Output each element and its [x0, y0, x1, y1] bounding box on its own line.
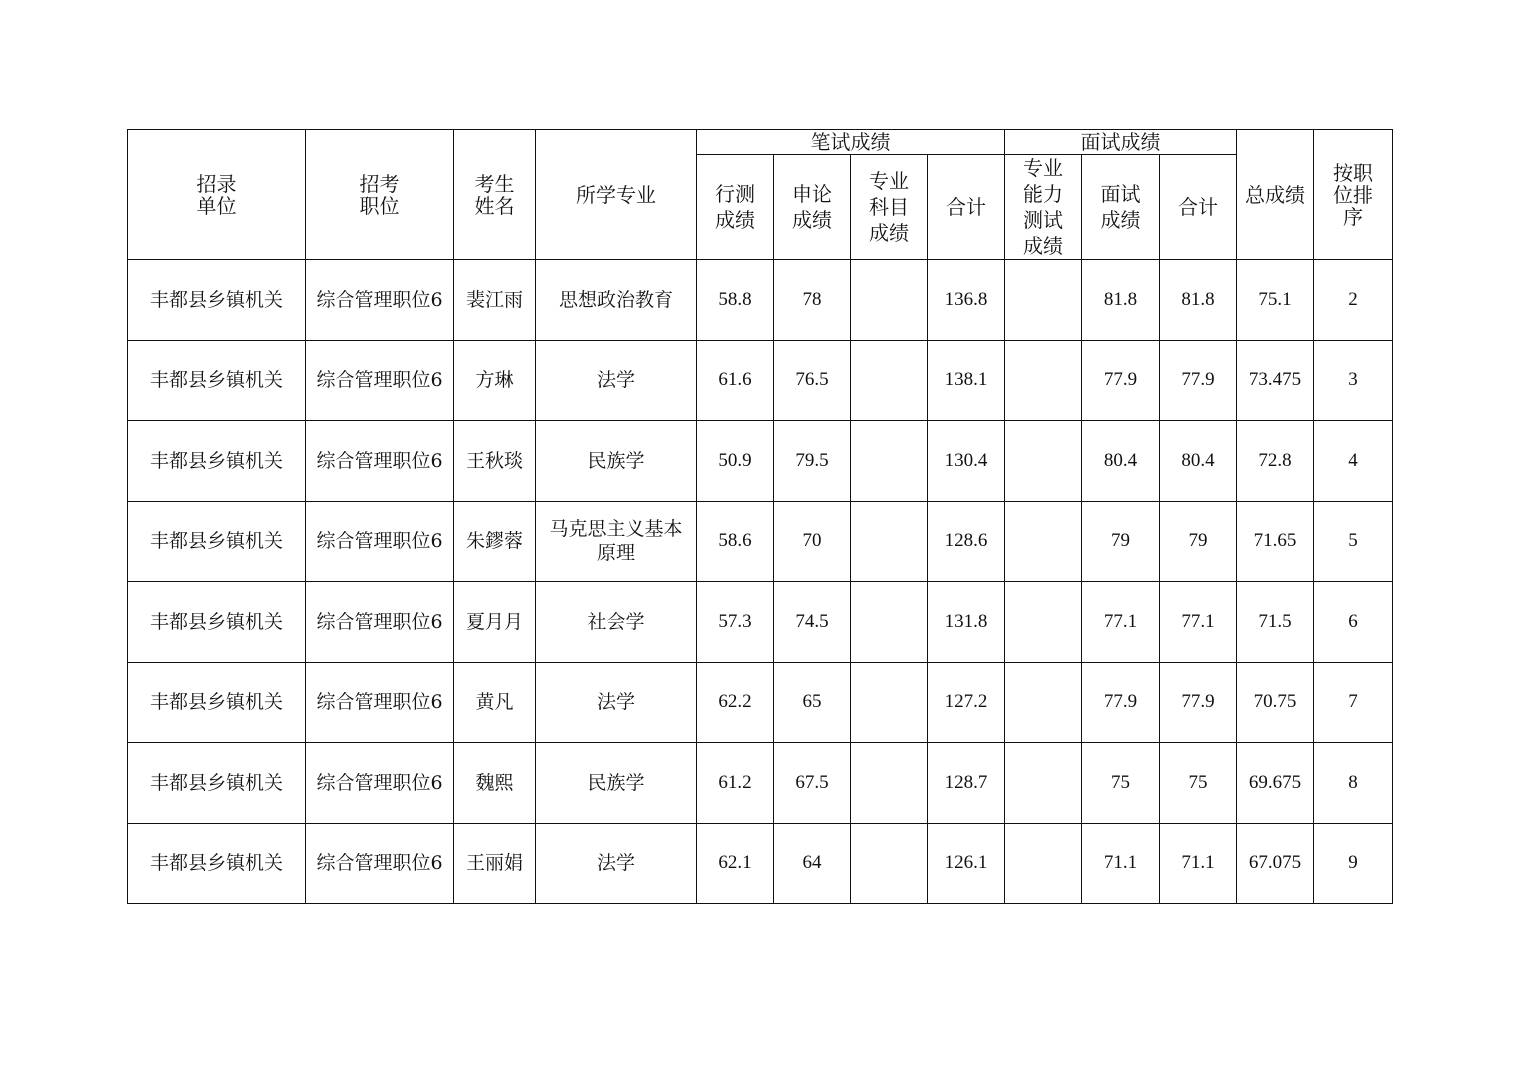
cell-interview: 79 — [1082, 501, 1160, 582]
header-interview-total: 合计 — [1160, 155, 1237, 260]
cell-major: 法学 — [536, 662, 697, 743]
cell-shenlun: 64 — [774, 823, 851, 904]
cell-subject — [851, 662, 928, 743]
cell-unit: 丰都县乡镇机关 — [128, 260, 306, 341]
header-written-group: 笔试成绩 — [697, 130, 1005, 155]
cell-total: 71.5 — [1237, 582, 1314, 663]
cell-shenlun: 70 — [774, 501, 851, 582]
cell-rank: 6 — [1314, 582, 1393, 663]
cell-name: 王秋琰 — [454, 421, 536, 502]
cell-interview: 75 — [1082, 743, 1160, 824]
header-position: 招考 职位 — [306, 130, 454, 260]
cell-subject — [851, 340, 928, 421]
cell-total: 69.675 — [1237, 743, 1314, 824]
cell-subject — [851, 260, 928, 341]
cell-rank: 5 — [1314, 501, 1393, 582]
cell-written-total: 126.1 — [928, 823, 1005, 904]
table-row — [128, 421, 1393, 502]
cell-written-total: 127.2 — [928, 662, 1005, 743]
cell-interview-total: 80.4 — [1160, 421, 1237, 502]
cell-written-total: 128.6 — [928, 501, 1005, 582]
cell-position: 综合管理职位6 — [306, 260, 454, 341]
cell-unit: 丰都县乡镇机关 — [128, 501, 306, 582]
cell-name: 裴江雨 — [454, 260, 536, 341]
score-table — [127, 129, 1393, 904]
cell-interview-total: 71.1 — [1160, 823, 1237, 904]
cell-written-total: 130.4 — [928, 421, 1005, 502]
cell-xingce: 50.9 — [697, 421, 774, 502]
cell-ability — [1005, 662, 1082, 743]
cell-unit: 丰都县乡镇机关 — [128, 662, 306, 743]
cell-interview: 77.9 — [1082, 662, 1160, 743]
cell-interview-total: 77.1 — [1160, 582, 1237, 663]
cell-ability — [1005, 823, 1082, 904]
cell-major: 民族学 — [536, 743, 697, 824]
cell-name: 魏熙 — [454, 743, 536, 824]
header-xingce: 行测 成绩 — [697, 155, 774, 260]
cell-position: 综合管理职位6 — [306, 582, 454, 663]
cell-written-total: 128.7 — [928, 743, 1005, 824]
cell-written-total: 131.8 — [928, 582, 1005, 663]
cell-interview-total: 77.9 — [1160, 662, 1237, 743]
cell-unit: 丰都县乡镇机关 — [128, 743, 306, 824]
cell-ability — [1005, 743, 1082, 824]
cell-position: 综合管理职位6 — [306, 823, 454, 904]
cell-position: 综合管理职位6 — [306, 421, 454, 502]
table-row — [128, 260, 1393, 341]
cell-interview: 77.1 — [1082, 582, 1160, 663]
cell-total: 71.65 — [1237, 501, 1314, 582]
cell-interview-total: 77.9 — [1160, 340, 1237, 421]
cell-unit: 丰都县乡镇机关 — [128, 340, 306, 421]
cell-shenlun: 65 — [774, 662, 851, 743]
cell-name: 黄凡 — [454, 662, 536, 743]
table-row — [128, 582, 1393, 663]
header-shenlun: 申论 成绩 — [774, 155, 851, 260]
table-row — [128, 501, 1393, 582]
cell-subject — [851, 743, 928, 824]
cell-rank: 7 — [1314, 662, 1393, 743]
cell-name: 朱鏐蓉 — [454, 501, 536, 582]
cell-unit: 丰都县乡镇机关 — [128, 582, 306, 663]
cell-ability — [1005, 340, 1082, 421]
cell-total: 75.1 — [1237, 260, 1314, 341]
cell-position: 综合管理职位6 — [306, 662, 454, 743]
cell-major: 思想政治教育 — [536, 260, 697, 341]
cell-interview: 71.1 — [1082, 823, 1160, 904]
cell-interview-total: 75 — [1160, 743, 1237, 824]
table-row — [128, 743, 1393, 824]
cell-shenlun: 76.5 — [774, 340, 851, 421]
cell-xingce: 58.6 — [697, 501, 774, 582]
cell-shenlun: 79.5 — [774, 421, 851, 502]
header-total: 总成绩 — [1237, 130, 1314, 260]
cell-xingce: 62.2 — [697, 662, 774, 743]
cell-shenlun: 67.5 — [774, 743, 851, 824]
cell-rank: 8 — [1314, 743, 1393, 824]
cell-total: 67.075 — [1237, 823, 1314, 904]
cell-major: 法学 — [536, 340, 697, 421]
cell-written-total: 138.1 — [928, 340, 1005, 421]
cell-rank: 3 — [1314, 340, 1393, 421]
cell-xingce: 62.1 — [697, 823, 774, 904]
cell-rank: 9 — [1314, 823, 1393, 904]
header-written-total: 合计 — [928, 155, 1005, 260]
cell-rank: 4 — [1314, 421, 1393, 502]
cell-position: 综合管理职位6 — [306, 501, 454, 582]
cell-major: 民族学 — [536, 421, 697, 502]
cell-interview: 81.8 — [1082, 260, 1160, 341]
cell-xingce: 61.6 — [697, 340, 774, 421]
header-rank: 按职 位排 序 — [1314, 130, 1393, 260]
cell-total: 73.475 — [1237, 340, 1314, 421]
cell-interview-total: 79 — [1160, 501, 1237, 582]
header-subject: 专业 科目 成绩 — [851, 155, 928, 260]
cell-shenlun: 78 — [774, 260, 851, 341]
cell-written-total: 136.8 — [928, 260, 1005, 341]
cell-unit: 丰都县乡镇机关 — [128, 421, 306, 502]
table-row — [128, 662, 1393, 743]
cell-name: 方琳 — [454, 340, 536, 421]
cell-subject — [851, 421, 928, 502]
table-row — [128, 823, 1393, 904]
cell-total: 72.8 — [1237, 421, 1314, 502]
cell-interview: 77.9 — [1082, 340, 1160, 421]
header-ability: 专业 能力 测试 成绩 — [1005, 155, 1082, 260]
header-name: 考生 姓名 — [454, 130, 536, 260]
cell-interview: 80.4 — [1082, 421, 1160, 502]
cell-total: 70.75 — [1237, 662, 1314, 743]
cell-subject — [851, 823, 928, 904]
cell-xingce: 61.2 — [697, 743, 774, 824]
header-unit: 招录 单位 — [128, 130, 306, 260]
cell-ability — [1005, 582, 1082, 663]
cell-ability — [1005, 501, 1082, 582]
header-major: 所学专业 — [536, 130, 697, 260]
cell-major: 马克思主义基本 原理 — [536, 501, 697, 582]
cell-ability — [1005, 260, 1082, 341]
cell-name: 王丽娟 — [454, 823, 536, 904]
header-interview: 面试 成绩 — [1082, 155, 1160, 260]
cell-subject — [851, 582, 928, 663]
cell-shenlun: 74.5 — [774, 582, 851, 663]
cell-position: 综合管理职位6 — [306, 340, 454, 421]
cell-xingce: 58.8 — [697, 260, 774, 341]
cell-rank: 2 — [1314, 260, 1393, 341]
cell-name: 夏月月 — [454, 582, 536, 663]
cell-interview-total: 81.8 — [1160, 260, 1237, 341]
header-interview-group: 面试成绩 — [1005, 130, 1237, 155]
cell-subject — [851, 501, 928, 582]
cell-position: 综合管理职位6 — [306, 743, 454, 824]
cell-unit: 丰都县乡镇机关 — [128, 823, 306, 904]
cell-major: 法学 — [536, 823, 697, 904]
header-row-1 — [128, 130, 1393, 155]
table-row — [128, 340, 1393, 421]
cell-major: 社会学 — [536, 582, 697, 663]
cell-xingce: 57.3 — [697, 582, 774, 663]
cell-ability — [1005, 421, 1082, 502]
